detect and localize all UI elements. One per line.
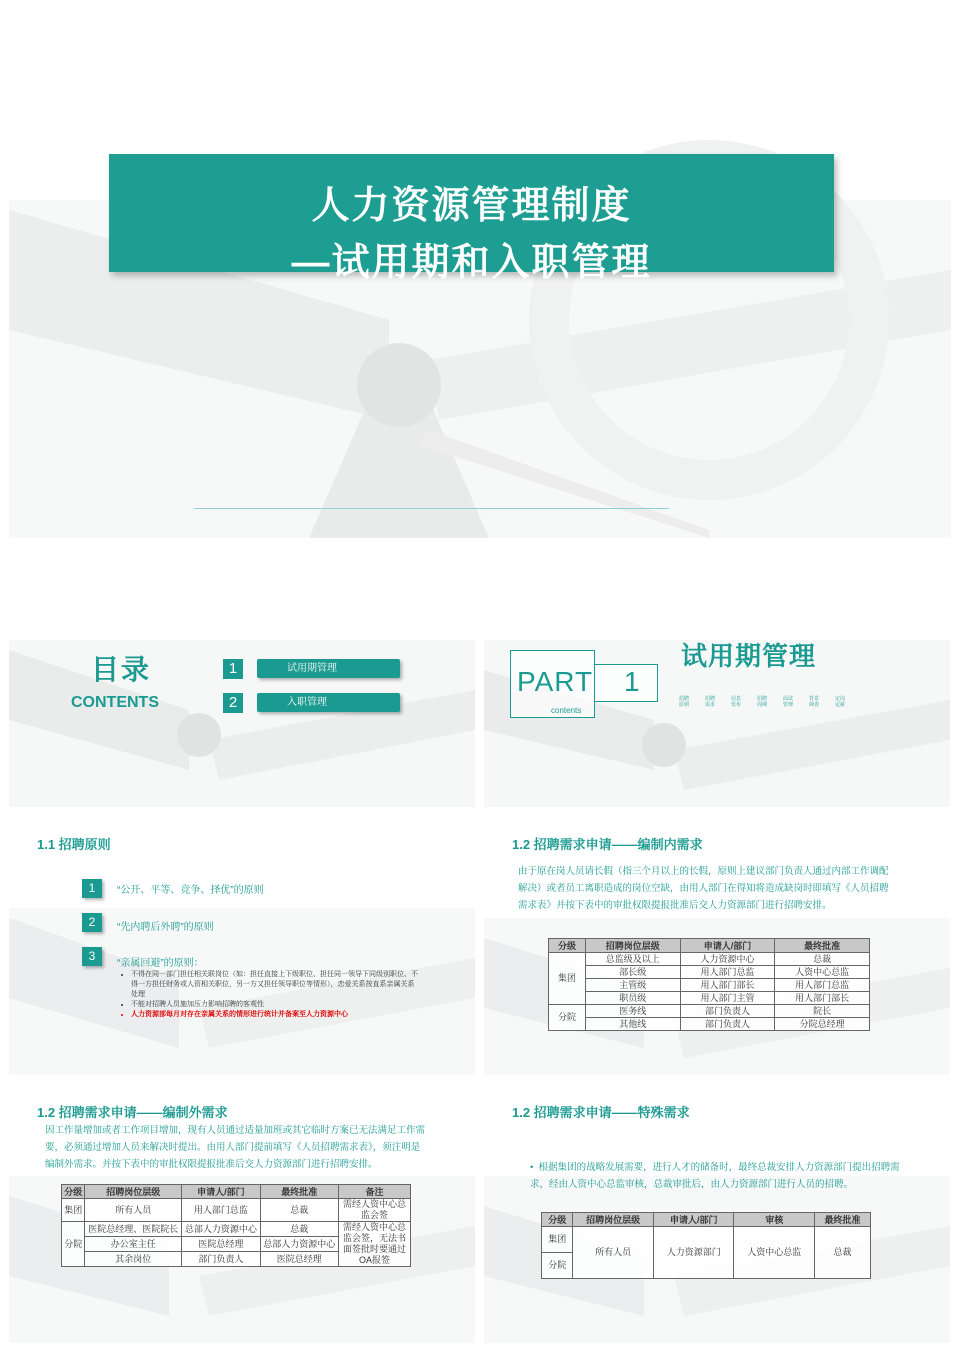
table-cell: 办公室主任 <box>85 1237 182 1252</box>
table-header: 分级 <box>542 1213 573 1227</box>
table-cell: 集团 <box>542 1227 573 1253</box>
approval-table <box>61 1184 411 1267</box>
table-row <box>62 1199 411 1222</box>
table-cell: 所有人员 <box>573 1227 654 1279</box>
slide-heading: 1.2 招聘需求申请——特殊需求 <box>512 1105 690 1120</box>
toc-item-number: 2 <box>223 693 243 713</box>
table-cell: 医院总经理 <box>260 1252 338 1267</box>
toc-subtitle: CONTENTS <box>71 694 159 711</box>
principle-bullets <box>121 970 421 1020</box>
table-cell: 用人部门总监 <box>680 966 775 979</box>
part-contents-label: contents <box>551 706 582 715</box>
slide-paragraph: 因工作量增加或者工作项目增加，现有人员通过适量加班或其它临时方案已无法满足工作需要，必须通过增加人员来解决时提出。由用人部门提前填写《人员招聘需求表》，须注明是编制外需求。并按下表中的审批权限提报批准后交人力资源部门进行招聘安排。 <box>45 1125 426 1170</box>
table-cell: 总部人力资源中心 <box>182 1222 260 1237</box>
table-cell: 用人部门总监 <box>775 979 870 992</box>
table-cell: 总部人力资源中心 <box>260 1237 338 1252</box>
toc-slide <box>9 540 475 807</box>
part-step: 招聘周期 <box>757 696 768 708</box>
approval-table <box>548 938 870 1031</box>
principles-slide <box>9 808 475 1075</box>
table-cell: 总裁 <box>775 953 870 966</box>
table-cell: 总裁 <box>260 1222 338 1237</box>
part-step: 招聘需求 <box>705 696 716 708</box>
external-demand-slide <box>9 1076 475 1343</box>
table-header: 申请人/部门 <box>653 1213 734 1227</box>
table-header: 分级 <box>62 1185 85 1199</box>
bullet-item: • 不能对招聘人员施加压力影响招聘的客观性 <box>131 1000 421 1010</box>
approval-table <box>541 1212 871 1279</box>
part-slide <box>484 540 950 807</box>
table-row <box>549 1018 870 1031</box>
bullet-item-highlight: • 人力资源部每月对存在亲属关系的情形进行统计并备案至人力资源中心 <box>131 1010 421 1020</box>
table-header: 招聘岗位层级 <box>85 1185 182 1199</box>
table-row <box>542 1227 871 1253</box>
table-cell: 其余岗位 <box>85 1252 182 1267</box>
toc-item-number: 1 <box>223 659 243 679</box>
table-header: 招聘岗位层级 <box>585 939 680 953</box>
bullet-dot: • <box>530 1162 539 1173</box>
table-header: 最终批准 <box>815 1213 871 1227</box>
table-cell: 总裁 <box>815 1227 871 1279</box>
cover-title-line2: —试用期和入职管理 <box>291 242 652 284</box>
table-row <box>549 1005 870 1018</box>
table-cell: 分院 <box>62 1222 85 1267</box>
table-header: 审核 <box>734 1213 815 1227</box>
bullet-text: 根据集团的战略发展需要，进行人才的储备时，最终总裁安排人力资源部门提出招聘需求，经由人资中心总监审核，总裁审批后，由人力资源部门进行人员的招聘。 <box>530 1162 900 1190</box>
bullet-item: • 不得在同一部门担任相关联岗位（如：担任直接上下级职位、担任同一领导下同级别职位、不得一方担任财务或人资相关职位，另一方又担任领导职位等情形），恋爱关系按直系亲属关系处理 <box>131 970 421 1000</box>
table-cell: 院长 <box>775 1005 870 1018</box>
table-cell: 部长级 <box>585 966 680 979</box>
part-step: 信息发布 <box>731 696 742 708</box>
table-cell: 职员级 <box>585 992 680 1005</box>
cover-divider <box>194 508 669 509</box>
toc-item-onboarding[interactable]: 入职管理 <box>257 693 400 712</box>
table-header: 最终批准 <box>260 1185 338 1199</box>
table-header: 申请人/部门 <box>680 939 775 953</box>
part-number: 1 <box>624 666 640 697</box>
slide-heading: 1.1 招聘原则 <box>37 837 111 852</box>
table-header: 最终批准 <box>775 939 870 953</box>
table-cell: 医院总经理 <box>182 1237 260 1252</box>
table-row <box>62 1222 411 1237</box>
table-cell: 用人部门部长 <box>775 992 870 1005</box>
table-cell: 部门负责人 <box>680 1018 775 1031</box>
part-label: PART <box>517 666 594 697</box>
part-steps <box>679 696 847 708</box>
table-cell: 需经人资中心总监会签 <box>339 1199 411 1222</box>
table-cell: 总监级及以上 <box>585 953 680 966</box>
cover-title-line1: 人力资源管理制度 <box>311 185 632 227</box>
special-demand-slide <box>484 1076 950 1343</box>
table-cell: 用人部门主管 <box>680 992 775 1005</box>
principle-number: 1 <box>82 879 102 898</box>
table-cell: 其他线 <box>585 1018 680 1031</box>
table-cell: 分院总经理 <box>775 1018 870 1031</box>
table-cell: 分院 <box>549 1005 586 1031</box>
part-step: 面试管理 <box>783 696 794 708</box>
table-cell: 集团 <box>549 953 586 1005</box>
table-cell: 集团 <box>62 1199 85 1222</box>
table-header: 分级 <box>549 939 586 953</box>
table-row <box>549 966 870 979</box>
principle-text: “亲属回避”的原则： <box>117 958 204 969</box>
part-step: 背景调查 <box>809 696 820 708</box>
table-header: 招聘岗位层级 <box>573 1213 654 1227</box>
table-cell: 医院总经理、医院院长 <box>85 1222 182 1237</box>
table-cell: 部门负责人 <box>680 1005 775 1018</box>
principle-number: 2 <box>82 913 102 932</box>
internal-demand-slide <box>484 808 950 1075</box>
table-row <box>549 992 870 1005</box>
part-step: 招聘原则 <box>679 696 690 708</box>
table-header: 备注 <box>339 1185 411 1199</box>
part-step: 定岗定薪 <box>835 696 846 708</box>
part-title: 试用期管理 <box>681 641 817 671</box>
slide-paragraph <box>530 1159 918 1193</box>
table-cell: 主管级 <box>585 979 680 992</box>
table-cell: 分院 <box>542 1253 573 1279</box>
table-row <box>549 953 870 966</box>
table-cell: 部门负责人 <box>182 1252 260 1267</box>
table-row <box>549 979 870 992</box>
slide-heading: 1.2 招聘需求申请——编制内需求 <box>512 837 703 852</box>
table-header: 申请人/部门 <box>182 1185 260 1199</box>
principle-text: “公开、平等、竞争、择优”的原则 <box>117 885 264 896</box>
table-cell: 人资中心总监 <box>775 966 870 979</box>
table-cell: 医务线 <box>585 1005 680 1018</box>
table-cell: 人力资源中心 <box>680 953 775 966</box>
principle-number: 3 <box>82 947 102 966</box>
table-cell: 需经人资中心总监会签，无法书面签批时要通过OA报签 <box>339 1222 411 1267</box>
cover-title-banner <box>109 154 834 284</box>
toc-item-proba[interactable]: 试用期管理 <box>257 659 400 678</box>
toc-title: 目录 <box>91 654 152 685</box>
principle-text: “先内聘后外聘”的原则 <box>117 922 214 933</box>
table-cell: 所有人员 <box>85 1199 182 1222</box>
table-cell: 用人部门总监 <box>182 1199 260 1222</box>
cover-slide <box>9 0 951 538</box>
slide-paragraph: 由于原在岗人员请长假（指三个月以上的长假，原则上建议部门负责人通过内部工作调配解决）或者员工离职造成的岗位空缺，由用人部门在得知将造成缺岗时即填写《人员招聘需求表》并按下表中的审批权限提报批准后交人力资源部门进行招聘安排。 <box>518 866 889 911</box>
table-cell: 人资中心总监 <box>734 1227 815 1279</box>
table-cell: 用人部门部长 <box>680 979 775 992</box>
table-cell: 总裁 <box>260 1199 338 1222</box>
slide-heading: 1.2 招聘需求申请——编制外需求 <box>37 1105 228 1120</box>
table-cell: 人力资源部门 <box>653 1227 734 1279</box>
